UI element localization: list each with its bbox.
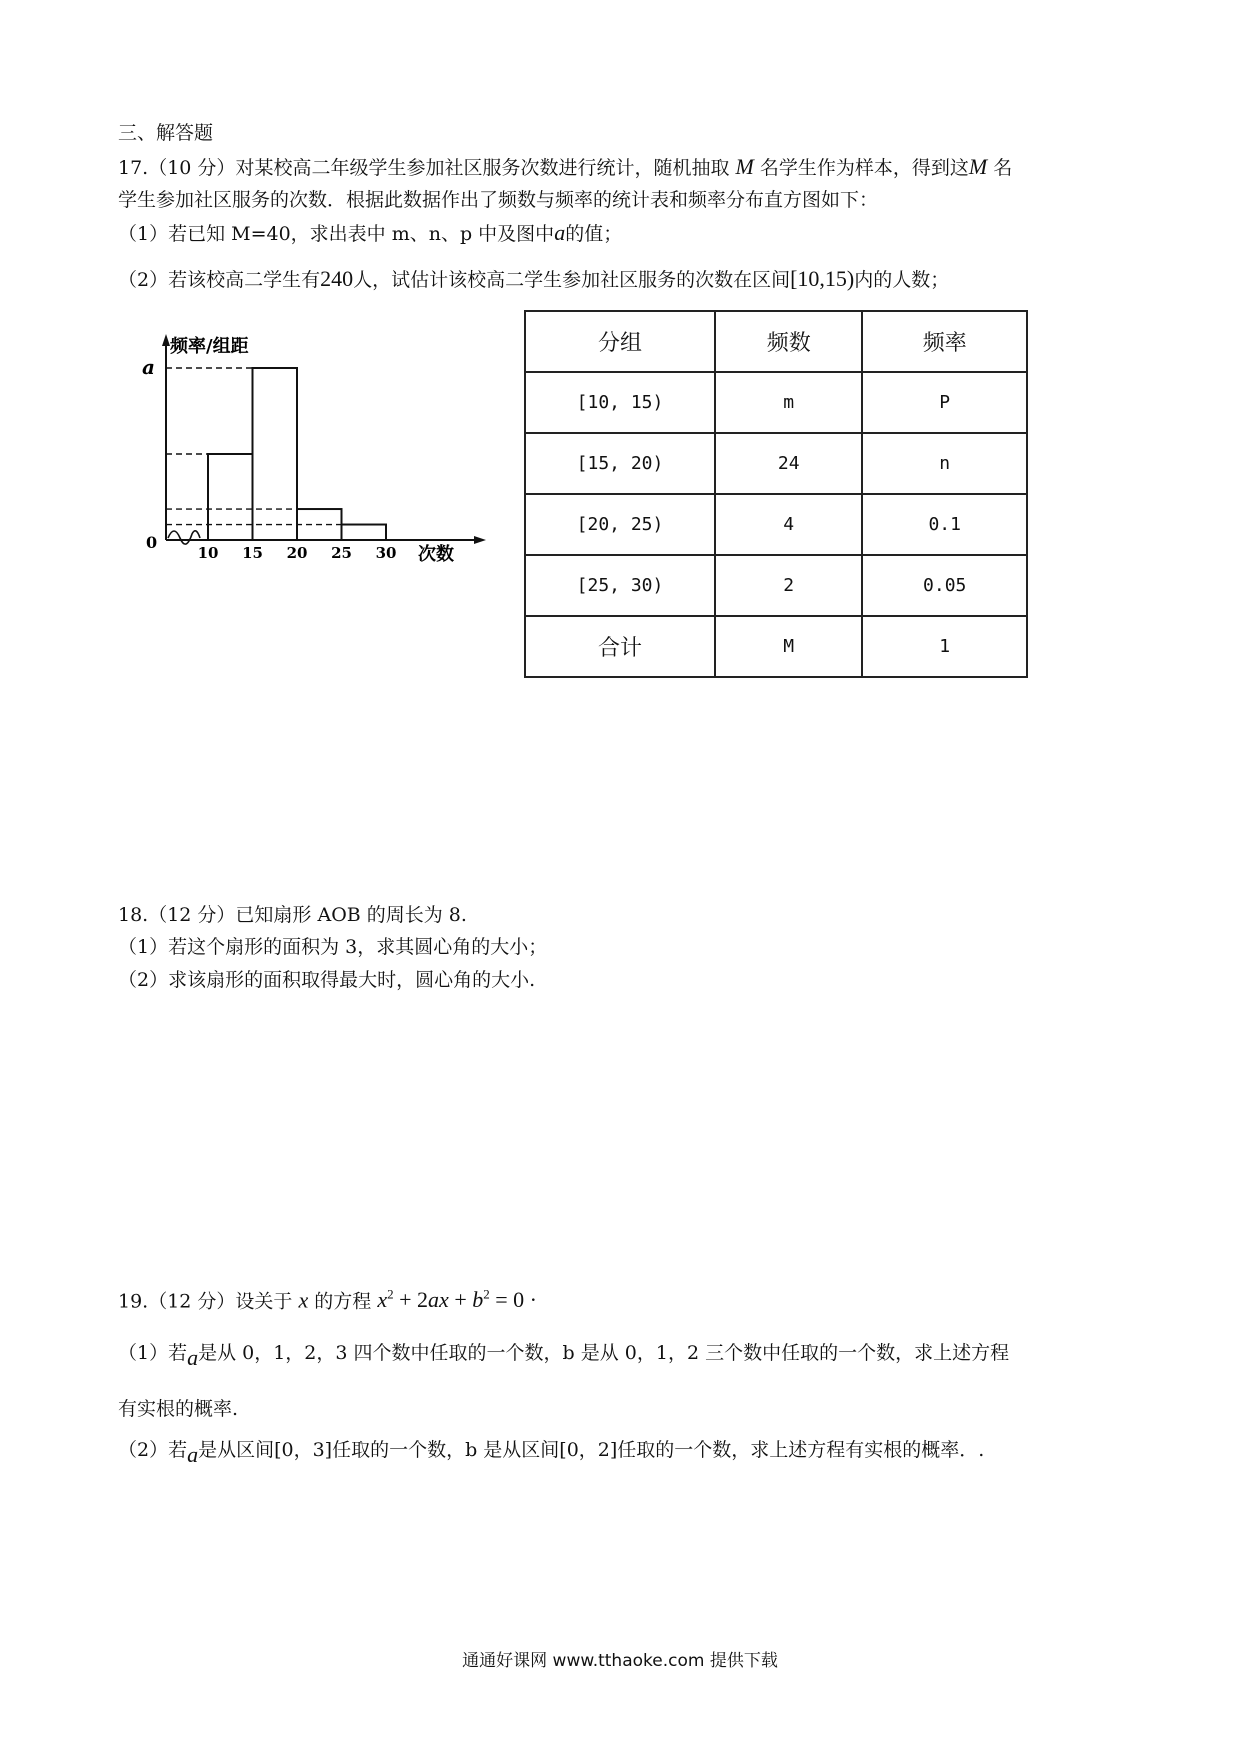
var-a: a [554, 220, 566, 245]
table-cell: [20, 25) [525, 494, 715, 555]
table-cell: P [862, 372, 1027, 433]
eq-square-2: 2 [483, 1287, 490, 1302]
y-tick-a: a [142, 355, 155, 379]
header-count: 频数 [715, 311, 862, 372]
q17-sub2 [118, 267, 949, 292]
table-cell: M [715, 616, 862, 677]
header-group: 分组 [525, 311, 715, 372]
table-cell: 0.05 [862, 555, 1027, 616]
x-axis-label: 次数 [418, 544, 454, 565]
q19-line1-b: 的方程 [314, 1290, 372, 1313]
q19-sub2-a: （2）若 [118, 1439, 188, 1461]
var-x: x [298, 1287, 309, 1313]
table-row-total [525, 616, 1027, 677]
frequency-histogram [140, 330, 490, 570]
q17-intro-a: 对某校高二年级学生参加社区服务次数进行统计，随机抽取 [235, 157, 730, 179]
table-row [525, 372, 1027, 433]
eq-x: x [377, 1287, 388, 1313]
eq-end: = 0 · [489, 1287, 537, 1313]
x-tick-label: 25 [331, 544, 352, 562]
q17-line2: 学生参加社区服务的次数．根据此数据作出了频数与频率的统计表和频率分布直方图如下： [118, 189, 879, 211]
section-title: 三、解答题 [118, 122, 214, 144]
q17-intro-b: 名学生作为样本，得到这 [759, 157, 969, 179]
table-header-row [525, 311, 1027, 372]
equation [377, 1287, 537, 1312]
eq-ax: ax [428, 1287, 449, 1313]
table-cell: 1 [862, 616, 1027, 677]
table-cell: m [715, 372, 862, 433]
table-cell: [10, 15) [525, 372, 715, 433]
q17-sub2-c: 内的人数； [854, 269, 950, 291]
table-cell: 2 [715, 555, 862, 616]
table-cell: [15, 20) [525, 433, 715, 494]
x-tick-label: 10 [197, 544, 219, 562]
q17-score: （10 分） [148, 157, 236, 179]
table-cell: 合计 [525, 616, 715, 677]
frequency-table [524, 310, 1028, 678]
origin-label: 0 [146, 533, 158, 552]
x-axis-arrow [474, 536, 486, 544]
eq-mid: + 2 [393, 1287, 429, 1313]
histogram-bar-3 [342, 525, 387, 540]
var-a-19: a [187, 1345, 199, 1370]
x-tick-label: 20 [286, 544, 308, 562]
q19-sub2-b: 是从区间[0，3]任取的一个数，b 是从区间[0，2]任取的一个数，求上述方程有实根的概率．. [198, 1439, 985, 1461]
q19-sub2 [118, 1437, 985, 1467]
var-M-2: M [968, 154, 988, 179]
page-footer: 通通好课网 www.tthaoke.com 提供下载 [462, 1651, 778, 1671]
eq-square: 2 [387, 1287, 394, 1302]
q17-sub1-a: （1）若已知 M=40，求出表中 m、n、p 中及图中 [118, 223, 555, 245]
var-a-19b: a [187, 1442, 199, 1467]
chart-bars [166, 368, 386, 540]
q17-line1 [118, 155, 1012, 180]
chart-axes [162, 334, 486, 544]
eq-plus: + [448, 1287, 473, 1313]
var-M: M [735, 154, 754, 179]
q19-sub1 [118, 1340, 1010, 1370]
table-cell: [25, 30) [525, 555, 715, 616]
table-row [525, 494, 1027, 555]
q17-sub2-a: （2）若该校高二学生有 [118, 269, 321, 291]
q19-sub1-a: （1）若 [118, 1342, 188, 1364]
q17-intro-c: 名 [993, 157, 1013, 179]
q17-sub1-b: 的值； [565, 223, 623, 245]
q17-sub2-b: 人，试估计该校高二学生参加社区服务的次数在区间 [353, 269, 791, 291]
q19-line1 [118, 1283, 537, 1313]
header-frequency: 频率 [862, 311, 1027, 372]
q17-sub1 [118, 221, 622, 246]
table-row [525, 555, 1027, 616]
x-tick-label: 15 [242, 544, 263, 562]
table-cell: 24 [715, 433, 862, 494]
q19-sub1-b: 是从 0，1，2，3 四个数中任取的一个数，b 是从 0，1，2 三个数中任取的一个数，求上述方程 [198, 1342, 1010, 1364]
histogram-bar-1 [253, 368, 298, 540]
q17-number: 17. [118, 157, 149, 179]
y-axis-label: 频率/组距 [170, 336, 249, 357]
table-cell: 0.1 [862, 494, 1027, 555]
q18-sub2: （2）求该扇形的面积取得最大时，圆心角的大小. [118, 969, 536, 991]
q18-sub1: （1）若这个扇形的面积为 3，求其圆心角的大小； [118, 936, 548, 958]
table-cell: 4 [715, 494, 862, 555]
table-cell: n [862, 433, 1027, 494]
q17-sub2-interval: [10,15) [790, 266, 855, 291]
x-tick-label: 30 [375, 544, 397, 562]
histogram-bar-0 [208, 454, 253, 540]
table-row [525, 433, 1027, 494]
q17-sub2-num: 240 [320, 266, 354, 291]
q18-line1: 18.（12 分）已知扇形 AOB 的周长为 8. [118, 904, 467, 926]
q19-line1-a: 19.（12 分）设关于 [118, 1290, 293, 1313]
y-axis-arrow [162, 334, 170, 346]
axis-break [168, 531, 200, 544]
q19-sub1-cont: 有实根的概率. [118, 1398, 239, 1420]
eq-b: b [472, 1287, 484, 1313]
